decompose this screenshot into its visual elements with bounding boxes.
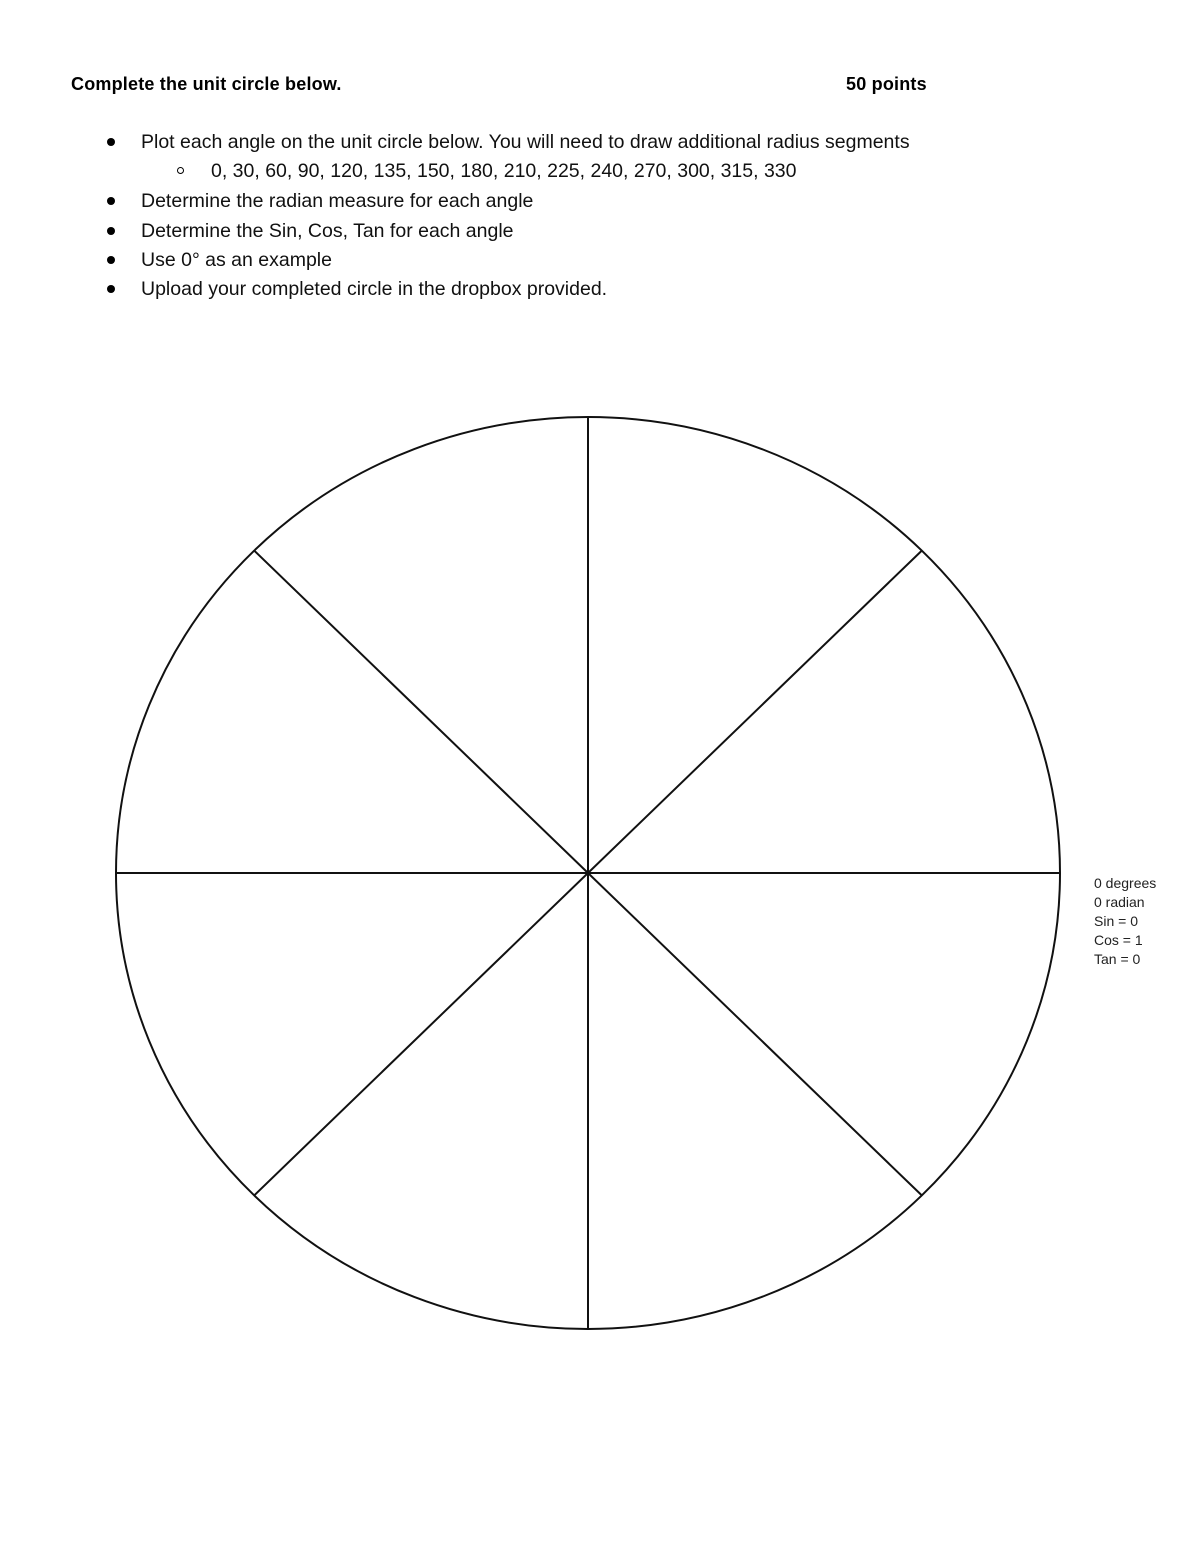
radius-segment-45	[588, 551, 922, 873]
instruction-text: Use 0° as an example	[141, 249, 332, 271]
example-angle-label	[1094, 874, 1156, 969]
instruction-text: Plot each angle on the unit circle below. You will need to draw additional radius segments	[141, 131, 910, 153]
example-radian: 0 radian	[1094, 894, 1145, 910]
instruction-text: Determine the Sin, Cos, Tan for each angle	[141, 220, 514, 242]
example-tan: Tan = 0	[1094, 951, 1141, 967]
instruction-text: Upload your completed circle in the dropbox provided.	[141, 278, 608, 300]
radius-segment-135	[254, 551, 588, 873]
radius-segment-225	[254, 873, 588, 1195]
instruction-text: Determine the radian measure for each angle	[141, 190, 534, 212]
radius-segments	[116, 417, 1060, 1329]
radius-segment-315	[588, 873, 922, 1195]
example-cos: Cos = 1	[1094, 932, 1143, 948]
example-sin: Sin = 0	[1094, 913, 1138, 929]
points-value: 50 points	[846, 74, 927, 94]
angle-list-text: 0, 30, 60, 90, 120, 135, 150, 180, 210, 225, 240, 270, 300, 315, 330	[211, 160, 797, 182]
worksheet-title: Complete the unit circle below.	[71, 74, 342, 94]
example-degrees: 0 degrees	[1094, 875, 1157, 891]
